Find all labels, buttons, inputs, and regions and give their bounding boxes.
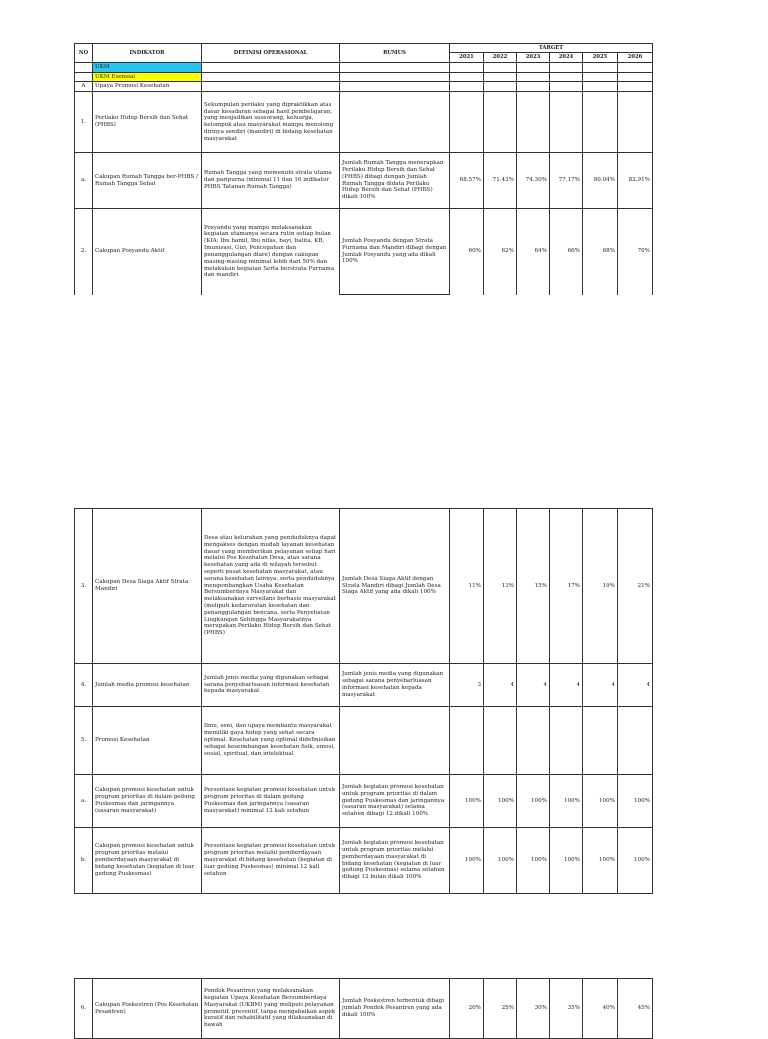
row-no: 5. [75,707,93,775]
row-target [618,707,653,775]
row-target: 100% [484,828,517,894]
row-target: 100% [484,775,517,828]
table-row [75,979,653,1039]
row-rumus: Jumlah Posyandu dengan Strata Purnama dan Mandiri dibagi dengan Jumlah Posyandu yang ada dikali 100% [340,209,450,295]
row-target [550,92,583,153]
row-target: 4 [484,664,517,707]
row-target: 100% [450,775,484,828]
table-row [75,707,653,775]
row-no: 2. [75,209,93,295]
row-target: 77.17% [550,153,583,209]
row-target: 25% [484,979,517,1039]
row-target: 100% [517,775,550,828]
row-target: 70% [618,209,653,295]
row-rumus: Jumlah kegiatan promosi kesehatan untuk program prioritas di dalam gedung Puskesmas dan jaringannya (sasaran masyarakat) selama setahun dibagi 12 dikali 100% [340,775,450,828]
row-target [618,92,653,153]
row-target: 68% [583,209,618,295]
row-definisi: Sekumpulan perilaku yang dipraktikkan atas dasar kesadaran sebagai hasil pembelajaran, yang menjadikan seseorang, keluarga, kelompok atau masyarakat mampu menolong dirinya sendiri (mandiri) di bidang kesehatan masyarakat [202,92,340,153]
row-target: 100% [550,828,583,894]
header-indikator: INDIKATOR [93,44,202,63]
row-indikator: Jumlah media promosi kesehatan [93,664,202,707]
row-target: 100% [517,828,550,894]
group-ukm-esensial: UKM Esensial [93,72,202,82]
header-year: 2025 [583,53,618,62]
group-ukm: UKM [93,62,202,72]
row-indikator: Perilaku Hidup Bersih dan Sehat (PHBS) [93,92,202,153]
row-definisi: Posyandu yang mampu melaksanakan kegiatan utamanya secara rutin setiap bulan (KIA: Ibu hamil, Ibu nifas, bayi, balita, KB, Imunisasi, Gizi, Pencegahan dan penanggulangan diare) dengan cakupan masing-masing minimal lebih dari 50% dan melakukan kegiatan Serta berstrata Purnama dan mandiri [202,209,340,295]
row-definisi: Desa atau kelurahan yang penduduknya dapat mengakses dengan mudah layanan kesehatan dasar yang memberikan pelayanan setiap hari melalui Pos Kesehatan Desa, atau sarana kesehatan yang ada di wilayah tersebut seperti pusat kesehatan masyarakat, atau sarana kesehatan lainnya, serta penduduknya mengembangkan Usaha Kesehatan Bersumberdaya Masyarakat dan melaksanakan surveilans berbasis masyarakat (meliputi kedaruratan kesehatan dan penanggulangan bencana, serta Penyehatan Lingkungan Sehingga Masyarakatnya merupakan Perilaku Hidup Bersih dan Sehat (PHBS) [202,509,340,664]
row-target: 4 [550,664,583,707]
row-indikator: Promosi Kesehatan [93,707,202,775]
row-rumus: Jumlah Desa Siaga Aktif dengan Strata Mandiri dibagi Jumlah Desa Siaga Aktif yang ada dikali 100% [340,509,450,664]
section-letter: A [75,82,93,92]
row-target: 100% [450,828,484,894]
table-row [75,509,653,664]
row-target: 71.43% [484,153,517,209]
row-rumus: Jumlah jenis media yang digunakan sebagai sarana penyebarluasan informasi kesehatan kepada masyarakat [340,664,450,707]
row-indikator: Cakupan promosi kesehatan untuk program prioritas melalui pemberdayaan masyarakat di bidang kesehatan (kegiatan di luar gedung Puskesmas) [93,828,202,894]
row-no: 4. [75,664,93,707]
row-target: 13% [484,509,517,664]
row-no: a. [75,153,93,209]
row-target: 100% [583,828,618,894]
row-rumus: Jumlah kegiatan promosi kesehatan untuk program prioritas melalui pemberdayaan masyarakat di bidang kesehatan (kegiatan di luar gedung Puskesmas) selama setahun dibagi 12 bulan dikali 100% [340,828,450,894]
row-target: 82.91% [618,153,653,209]
table-row [75,664,653,707]
row-target: 100% [550,775,583,828]
row-target: 20% [450,979,484,1039]
row-indikator: Cakupan Posyandu Aktif [93,209,202,295]
row-target: 60% [450,209,484,295]
row-target [517,707,550,775]
header-rumus: RUMUS [340,44,450,63]
row-target [583,707,618,775]
row-target: 100% [618,828,653,894]
row-target: 4 [618,664,653,707]
row-target: 3 [450,664,484,707]
row-definisi: Persentase kegiatan promosi kesehatan untuk program prioritas di dalam gedung Puskesmas dan jaringannya (sasaran masyarakat) minimal 12 kali setahun [202,775,340,828]
row-target: 19% [583,509,618,664]
row-no: b. [75,828,93,894]
row-definisi: Rumah Tangga yang memenuhi strata utama dan paripurna (minimal 11 dan 16 indikator PHBS Tatanan Rumah Tangga) [202,153,340,209]
row-target [484,707,517,775]
header-no: NO [75,44,93,63]
row-target: 80.04% [583,153,618,209]
row-target: 40% [583,979,618,1039]
row-no: 1. [75,92,93,153]
table-row [75,775,653,828]
row-target [583,92,618,153]
table-row [75,153,653,209]
row-target: 45% [618,979,653,1039]
table-row [75,92,653,153]
row-rumus [340,707,450,775]
row-target: 30% [517,979,550,1039]
row-definisi: Jumlah jenis media yang digunakan sebagai sarana penyebarluasan informasi kesehatan kepada masyarakat [202,664,340,707]
row-indikator: Cakupan Rumah Tangga ber-PHBS / Rumah Tangga Sehat [93,153,202,209]
row-target: 62% [484,209,517,295]
row-target: 11% [450,509,484,664]
indicator-table-page2 [74,508,653,894]
row-indikator: Cakupan Poskestren (Pos Kesehatan Pesantren) [93,979,202,1039]
header-year: 2026 [618,53,653,62]
row-target: 100% [618,775,653,828]
row-indikator: Cakupan promosi kesehatan untuk program prioritas di dalam gedung Puskesmas dan jaringannya (sasaran masyarakat) [93,775,202,828]
row-definisi: Pondok Pesantren yang melaksanakan kegiatan Upaya Kesehatan Bersumberdaya Masyarakat (UKBM) yang meliputi pelayanan promotif, preventif, tanpa mengabaikan aspek kuratif dan rehabilitatif yang dilaksanakan di bawah [202,979,340,1039]
row-target [450,92,484,153]
row-rumus [340,92,450,153]
row-indikator: Cakupan Desa Siaga Aktif Strata Mandiri [93,509,202,664]
row-no: 3. [75,509,93,664]
table-row [75,209,653,295]
header-year: 2024 [550,53,583,62]
header-target: TARGET [450,44,653,53]
row-definisi: Ilmu, seni, dan upaya membantu masyarakat memiliki gaya hidup yang sehat secara optimal. Kesehatan yang optimal didefinisikan sebagai keseimbangan kesehatan fisik, emosi, sosial, spiritual, dan intelektual [202,707,340,775]
header-year: 2022 [484,53,517,62]
header-year: 2021 [450,53,484,62]
header-year: 2023 [517,53,550,62]
row-target: 68.57% [450,153,484,209]
row-target [484,92,517,153]
row-target [550,707,583,775]
row-target: 17% [550,509,583,664]
row-target: 100% [583,775,618,828]
row-target: 64% [517,209,550,295]
row-no: 6. [75,979,93,1039]
row-target: 4 [517,664,550,707]
header-definisi: DEFINISI OPERASIONAL [202,44,340,63]
table-row [75,828,653,894]
indicator-table-page1 [74,43,653,295]
row-target: 4 [583,664,618,707]
row-target: 35% [550,979,583,1039]
row-target [450,707,484,775]
row-target [517,92,550,153]
row-no: a. [75,775,93,828]
row-target: 74.30% [517,153,550,209]
section-title: Upaya Promosi Kesehatan [93,82,202,92]
indicator-table-page3 [74,978,653,1039]
row-target: 15% [517,509,550,664]
row-rumus: Jumlah Poskestren terbentuk dibagi jumlah Pondok Pesantren yang ada dikali 100% [340,979,450,1039]
row-target: 66% [550,209,583,295]
row-rumus: Jumlah Rumah Tangga menerapkan Perilaku Hidup Bersih dan Sehat (PHBS) dibagi dengan Jumlah Rumah Tangga didata Perilaku Hidup Bersih dan Sehat (PHBS) dikali 100% [340,153,450,209]
row-definisi: Persentase kegiatan promosi kesehatan untuk program prioritas melalui pemberdayaan masyarakat di bidang kesehatan (kegiatan di luar gedung Puskesmas) minimal 12 kali setahun [202,828,340,894]
row-target: 21% [618,509,653,664]
